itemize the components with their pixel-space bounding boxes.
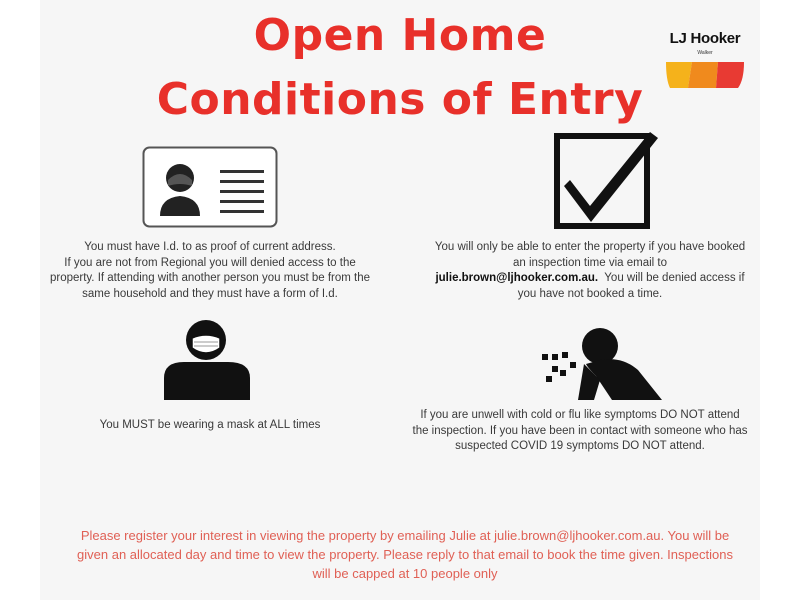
unwell-condition-line: suspected COVID 19 symptoms DO NOT attend. [455,440,705,452]
page-title-line-2: Conditions of Entry [156,74,644,125]
booking-condition-line: You will only be able to enter the property if you have booked [434,241,746,253]
booking-condition-line-rest: You will be denied access if [598,272,745,284]
registration-notice-line: will be capped at 10 people only [312,566,498,581]
id-condition-text [40,240,380,302]
id-condition-line: same household and they must have a form of I.d. [82,287,338,300]
id-condition-line: property. If attending with another person you must be from the [49,272,371,284]
booking-condition-line [415,271,765,287]
masked-person-icon [162,318,252,400]
page-title-line-1: Open Home [253,10,547,61]
id-card-icon [142,146,278,228]
logo-brand-name: LJ Hooker [669,30,741,47]
logo-color-band-icon [666,62,744,88]
lj-hooker-logo [666,24,744,88]
checkbox-checked-icon [550,128,662,232]
logo-office-name: Walker [697,50,713,56]
booking-condition-line: you have not booked a time. [517,287,663,300]
unwell-condition-text [405,408,755,455]
mask-condition-text: You MUST be wearing a mask at ALL times [99,419,321,431]
registration-notice-line: given an allocated day and time to view the property. Please reply to that email to book the time given. Inspections [77,547,733,562]
booking-email-link[interactable]: julie.brown@ljhooker.com.au. [435,272,599,284]
registration-notice [50,526,760,583]
booking-condition-line: an inspection time via email to [512,256,668,269]
unwell-condition-line: the inspection. If you have been in contact with someone who has [412,424,748,437]
registration-notice-line: Please register your interest in viewing the property by emailing Julie at julie.brown@ljhooker.com.au. You will be [80,528,730,543]
sneezing-person-icon [540,326,664,400]
booking-condition-text [415,240,765,302]
id-condition-line: You must have I.d. to as proof of current address. [84,241,336,253]
id-condition-line: If you are not from Regional you will denied access to the [64,256,356,269]
unwell-condition-line: If you are unwell with cold or flu like symptoms DO NOT attend [420,409,740,421]
